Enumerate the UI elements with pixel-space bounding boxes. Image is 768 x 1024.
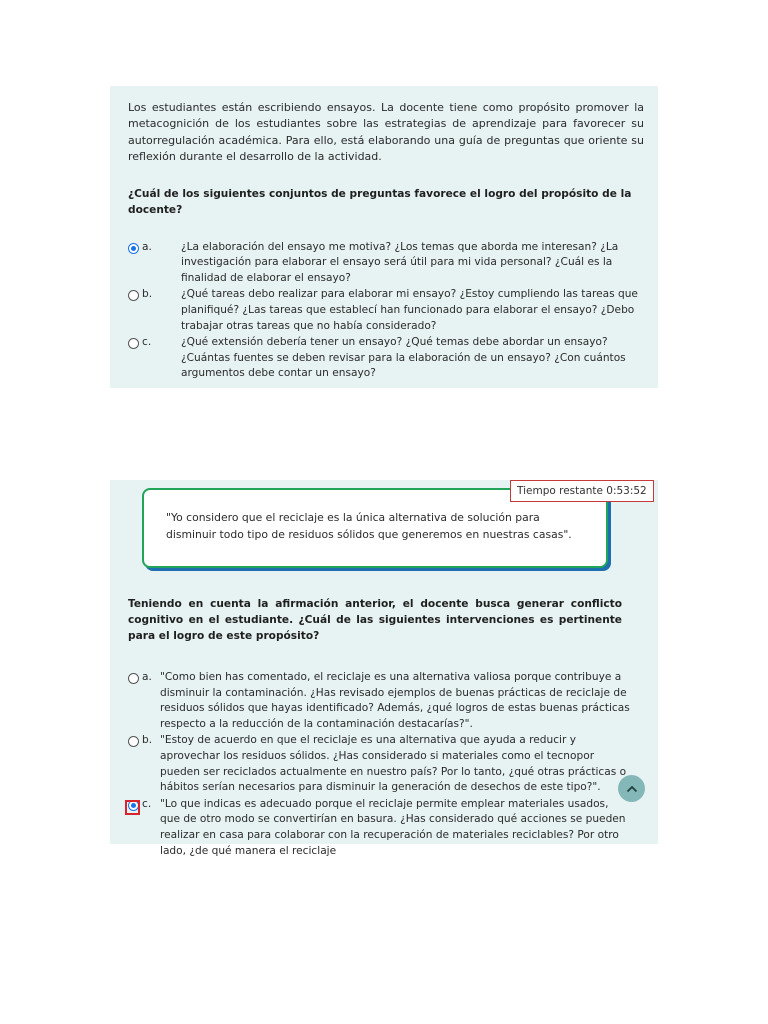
- option-text: "Estoy de acuerdo en que el reciclaje es una alternativa que ayuda a reducir y aprovechar los residuos sólidos. ¿Has considerado si materiales como el tecnopor pueden ser reciclados actualmente en nuestro país? Por lo tanto, ¿qué otras prácticas o hábitos serían necesarios para disminuir la generación de desechos de este tipo?".: [160, 734, 627, 794]
- radio-button[interactable]: [128, 338, 139, 349]
- radio-button-selected[interactable]: [128, 800, 139, 811]
- option-letter: a.: [142, 240, 152, 253]
- focus-outline: [125, 800, 140, 815]
- option-text: ¿Qué tareas debo realizar para elaborar mi ensayo? ¿Estoy cumpliendo las tareas que planifiqué? ¿Las tareas que establecí han funcionado para elaborar el ensayo? ¿Debo trabajar otras tareas que no había considerado?: [181, 288, 638, 332]
- radio-button-selected[interactable]: [128, 243, 139, 254]
- scroll-to-top-button[interactable]: [618, 775, 645, 802]
- answer-option-c[interactable]: [128, 335, 644, 382]
- option-text: ¿La elaboración del ensayo me motiva? ¿Los temas que aborda me interesan? ¿La investigación para elaborar el ensayo será útil para mi vida personal? ¿Cuál es la finalidad de elaborar el ensayo?: [181, 240, 619, 284]
- answer-options: [128, 670, 631, 859]
- option-text: ¿Qué extensión debería tener un ensayo? ¿Qué temas debe abordar un ensayo? ¿Cuántas fuentes se deben revisar para la elaboración de un ensayo? ¿Con cuántos argumentos debe contar un ensayo?: [181, 336, 626, 380]
- option-letter: b.: [142, 288, 153, 301]
- option-letter: b.: [142, 734, 153, 747]
- radio-button[interactable]: [128, 736, 139, 747]
- radio-button[interactable]: [128, 290, 139, 301]
- question-prompt: Teniendo en cuenta la afirmación anterior, el docente busca generar conflicto cognitivo en el estudiante. ¿Cuál de las siguientes intervenciones es pertinente para el logro de este propósito?: [128, 598, 622, 642]
- quote-text: "Yo considero que el reciclaje es la única alternativa de solución para disminuir todo tipo de residuos sólidos que generemos en nuestras casas".: [166, 511, 572, 541]
- question-panel-2: [110, 480, 658, 857]
- answer-option-c[interactable]: [128, 797, 631, 859]
- question-prompt: ¿Cuál de los siguientes conjuntos de preguntas favorece el logro del propósito de la docente?: [128, 187, 632, 216]
- question-panel-1: [110, 86, 658, 388]
- answer-options: [128, 240, 644, 382]
- option-text: "Como bien has comentado, el reciclaje es una alternativa valiosa porque contribuye a disminuir la contaminación. ¿Has revisado ejemplos de buenas prácticas de reciclaje de residuos sólidos que hayas identificado? Además, ¿qué logros de estas buenas prácticas respecto a la reducción de la contaminación destacarías?".: [160, 671, 630, 730]
- answer-option-a[interactable]: [128, 670, 631, 732]
- radio-button[interactable]: [128, 673, 139, 684]
- option-letter: c.: [142, 797, 152, 810]
- option-letter: a.: [142, 671, 152, 683]
- option-text: "Lo que indicas es adecuado porque el reciclaje permite emplear materiales usados, que de otro modo se convertirían en basura. ¿Has considerado qué acciones se pueden realizar en casa para colaborar con la recuperación de materiales reciclables? Por otro lado, ¿de qué manera el reciclaje: [160, 797, 626, 857]
- answer-option-a[interactable]: [128, 240, 644, 287]
- option-letter: c.: [142, 336, 152, 349]
- answer-option-b[interactable]: [128, 287, 644, 334]
- time-remaining-badge: Tiempo restante 0:53:52: [510, 480, 654, 502]
- answer-option-b[interactable]: [128, 733, 631, 795]
- question-context: Los estudiantes están escribiendo ensayos. La docente tiene como propósito promover la metacognición de los estudiantes sobre las estrategias de aprendizaje para favorecer su autorregulación académica. Para ello, está elaborando una guía de preguntas que oriente su reflexión durante el desarrollo de la actividad.: [128, 101, 644, 164]
- chevron-up-icon: [626, 785, 638, 793]
